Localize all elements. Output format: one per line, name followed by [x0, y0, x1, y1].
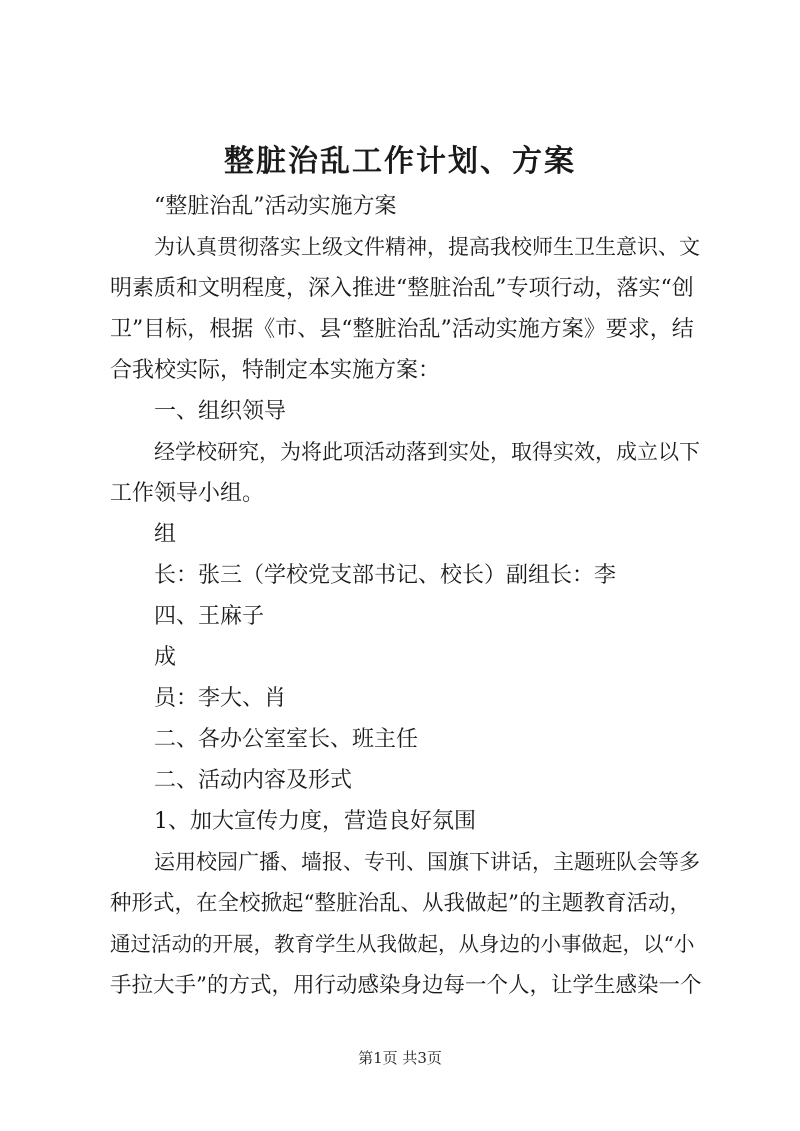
section-heading: 一、组织领导: [154, 399, 287, 424]
paragraph-line: 长：张三（学校党支部书记、校长）副组长：李: [154, 563, 617, 588]
paragraph-line: 卫”目标，根据《市、县“整脏治乱”活动实施方案》要求，结: [110, 317, 694, 342]
paragraph-line: 种形式，在全校掀起“整脏治乱、从我做起”的主题教育活动，: [110, 891, 691, 916]
paragraph-line: 手拉大手”的方式，用行动感染身边每一个人，让学生感染一个: [110, 973, 702, 998]
paragraph-line: 工作领导小组。: [110, 481, 265, 506]
paragraph-line: 四、王麻子: [154, 604, 265, 629]
paragraph-line: 为认真贯彻落实上级文件精神，提高我校师生卫生意识、文: [154, 235, 700, 259]
document-title: 整脏治乱工作计划、方案: [224, 144, 576, 179]
paragraph-line: 员：李大、肖: [154, 686, 287, 711]
document-body: [110, 186, 702, 1006]
paragraph-line: 通过活动的开展，教育学生从我做起，从身边的小事做起，以“小: [110, 932, 695, 956]
paragraph-line: 成: [154, 645, 177, 670]
paragraph-line: 运用校园广播、墙报、专刊、国旗下讲话，主题班队会等多: [154, 850, 700, 874]
paragraph-line: 经学校研究，为将此项活动落到实处，取得实效，成立以下: [154, 440, 700, 464]
paragraph-line: 合我校实际，特制定本实施方案：: [110, 358, 441, 383]
subtitle-line: “整脏治乱”活动实施方案: [154, 194, 397, 219]
page-number-footer: 第1页 共3页: [358, 1049, 442, 1067]
paragraph-line: 组: [154, 522, 177, 547]
section-heading: 二、活动内容及形式: [154, 768, 353, 793]
paragraph-line: 二、各办公室室长、班主任: [154, 727, 419, 752]
paragraph-line: 明素质和文明程度，深入推进“整脏治乱”专项行动，落实“创: [110, 276, 694, 301]
subsection-heading: 1、加大宣传力度，营造良好氛围: [154, 809, 476, 834]
